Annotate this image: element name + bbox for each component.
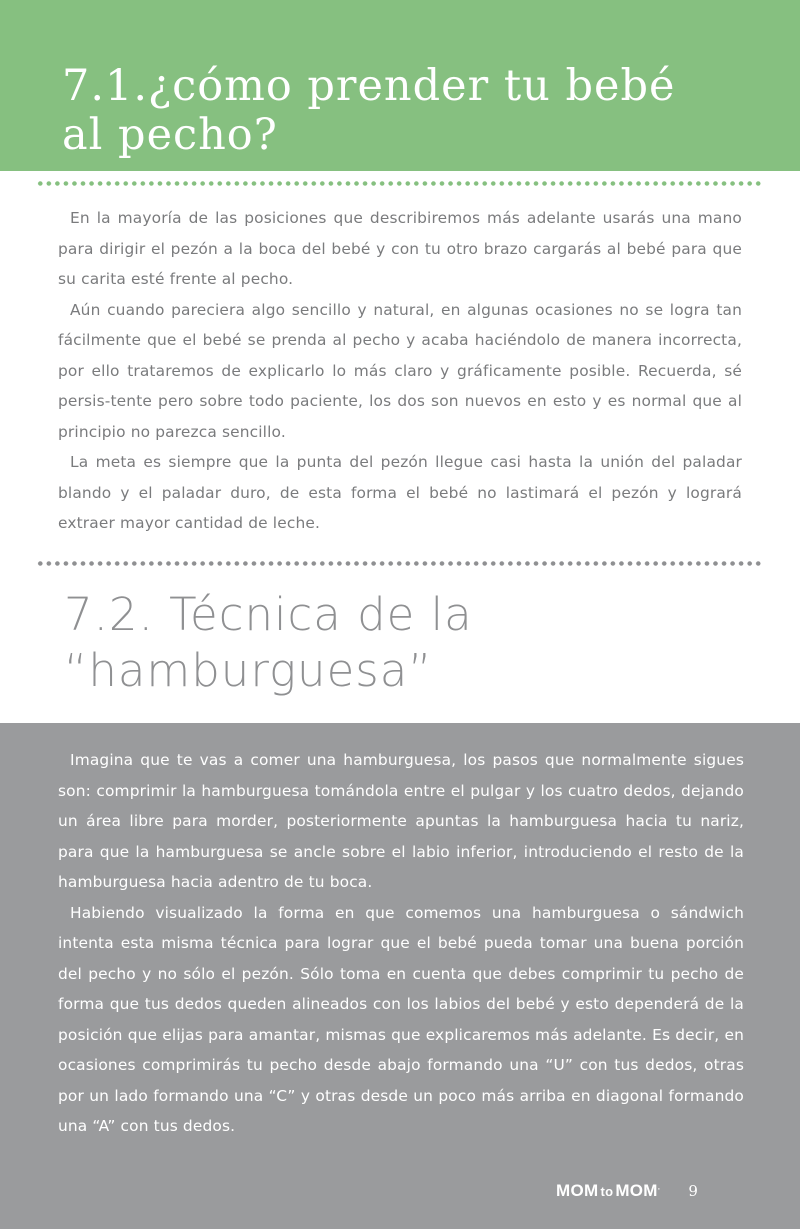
paragraph: Habiendo visualizado la forma en que comemos una hamburguesa o sándwich intenta esta misma técnica para lograr que el bebé pueda tomar una buena porción del pecho y no sólo el pezón. Sólo toma en cuenta que debes comprimir tu pecho de forma que tus dedos queden alineados con los labios del bebé y esto dependerá de la posición que elijas para amantar, mismas que explicaremos más adelante. Es decir, en ocasiones comprimirás tu pecho desde abajo formando una “U” con tus dedos, otras por un lado formando una “C” y otras desde un poco más arriba en diagonal formando una “A” con tus dedos. — [58, 903, 744, 1135]
dotted-divider-middle — [36, 561, 764, 566]
page-footer — [556, 1181, 698, 1203]
title-line-2: “hamburguesa” — [64, 644, 433, 697]
paragraph: La meta es siempre que la punta del pezón llegue casi hasta la unión del paladar blando y el paladar duro, de esta forma el bebé no lastimará el pezón y logrará extraer mayor cantidad de leche. — [58, 453, 742, 532]
title-line-1: 7.2. Técnica de la — [64, 588, 473, 641]
paragraph: Aún cuando pareciera algo sencillo y natural, en algunas ocasiones no se logra tan fácilmente que el bebé se prenda al pecho y acaba haciéndolo de manera incorrecta, por ello trataremos de explicarlo lo más claro y gráficamente posible. Recuerda, sé persis-tente pero sobre todo paciente, los dos son nuevos en esto y es normal que al principio no parezca sencillo. — [58, 300, 742, 441]
section-1-body — [58, 203, 742, 539]
paragraph: Imagina que te vas a comer una hamburguesa, los pasos que normalmente sigues son: comprimir la hamburguesa tomándola entre el pulgar y los cuatro dedos, dejando un área libre para morder, posteriormente apuntas la hamburguesa hacia tu nariz, para que la hamburguesa se ancle sobre el labio inferior, introduciendo el resto de la hamburguesa hacia adentro de tu boca. — [58, 751, 744, 891]
title-line-1: 7.1.¿cómo prender tu bebé — [62, 61, 676, 111]
section-title-7-1 — [62, 62, 762, 160]
section-title-7-2 — [64, 587, 764, 699]
title-line-2: al pecho? — [62, 110, 278, 160]
dotted-divider-top — [36, 181, 764, 186]
brand-logo: MOM to MOM. — [556, 1181, 661, 1200]
section-2-body — [58, 745, 744, 1142]
page-number: 9 — [688, 1182, 698, 1200]
paragraph: En la mayoría de las posiciones que describiremos más adelante usarás una mano para dirigir el pezón a la boca del bebé y con tu otro brazo cargarás al bebé para que su carita esté frente al pecho. — [58, 209, 742, 288]
